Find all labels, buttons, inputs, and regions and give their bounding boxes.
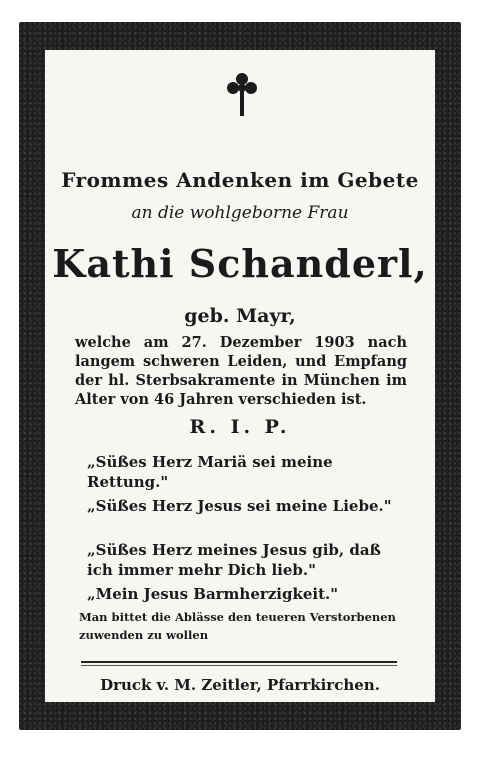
divider-rule-thin (81, 665, 397, 666)
maiden-name: geb. Mayr, (184, 305, 296, 327)
printer-imprint: Druck v. M. Zeitler, Pfarrkirchen. (100, 676, 380, 694)
prayer-1: „Süßes Herz Mariä sei meine Rettung." (87, 453, 333, 491)
divider-rule (81, 661, 397, 663)
memorial-card (19, 22, 461, 730)
prayer-3: „Süßes Herz meines Jesus gib, daß ich immer mehr Dich lieb." (87, 541, 381, 579)
heading: Frommes Andenken im Gebete (61, 168, 419, 192)
cross-icon (225, 72, 259, 118)
death-notice-paragraph: welche am 27. Dezember 1903 nach langem schweren Leiden, und Empfang der hl. Sterbsakramente in München im Alter von 46 Jahren verschieden ist. (75, 334, 407, 408)
deceased-name: Kathi Schanderl, (52, 241, 428, 286)
card-paper (45, 50, 435, 702)
indulgence-note: Man bittet die Ablässe den teueren Verstorbenen zuwenden zu wollen (79, 610, 396, 642)
prayer-4: „Mein Jesus Barmherzigkeit." (87, 585, 339, 603)
rip-text: R. I. P. (189, 416, 291, 438)
prayer-2: „Süßes Herz Jesus sei meine Liebe." (87, 497, 392, 515)
subheading: an die wohlgeborne Frau (131, 203, 349, 223)
